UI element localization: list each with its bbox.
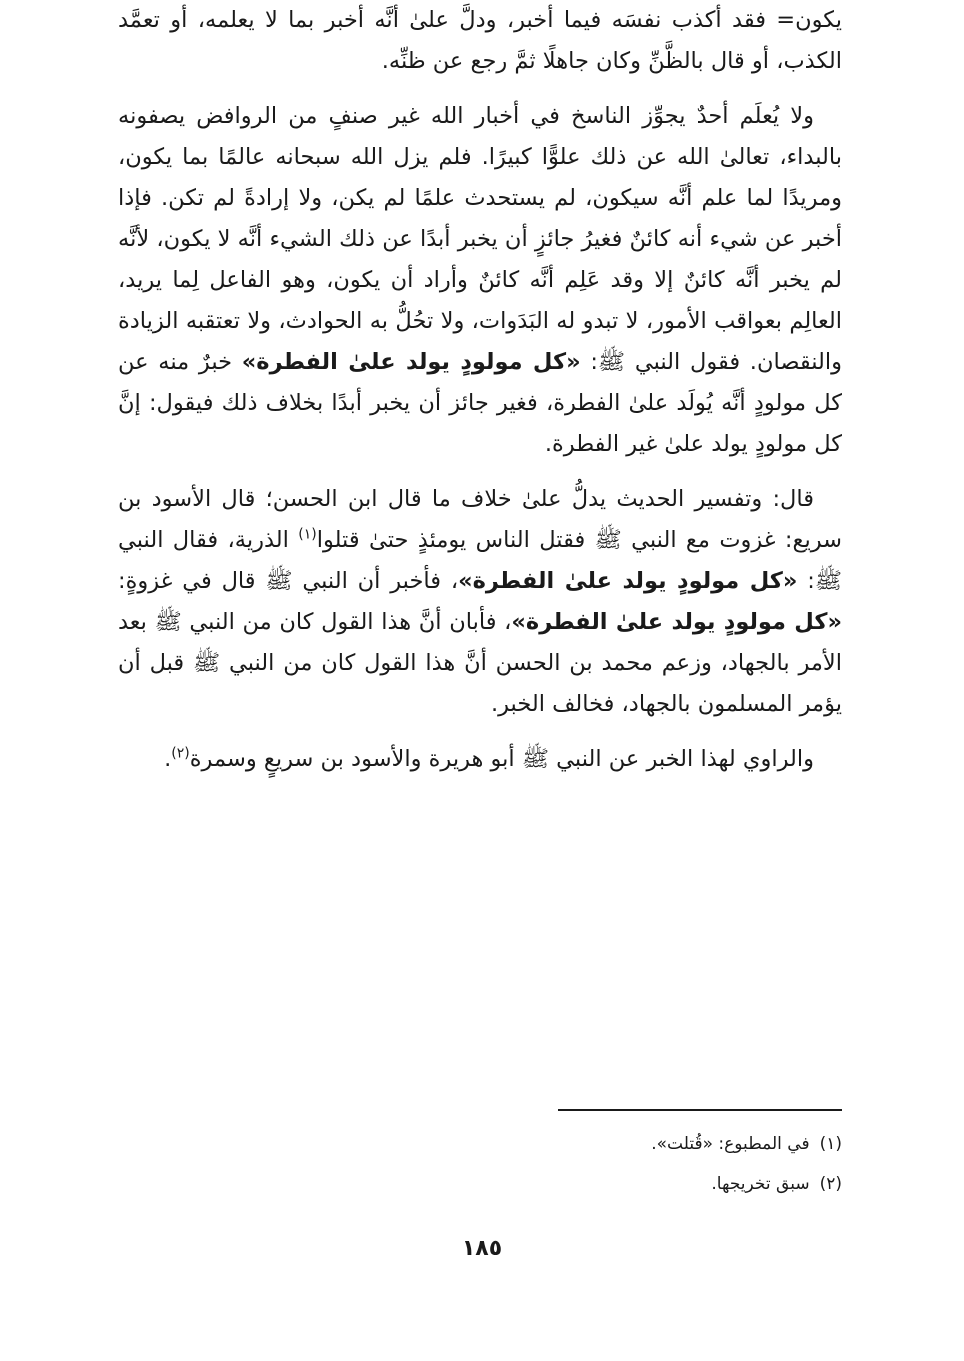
paragraph-2-run-1: ولا يُعلَم أحدٌ يجوِّز الناسخ في أخبار الله غير صنفٍ من الروافض يصفونه بالبداء، تعالىٰ الله عن ذلك علوًّا كبيرًا. فلم يزل الله سبحانه عالمًا بما يكون، ومريدًا لما علم أنَّه سيكون، لم يستحدث علمًا لم يكن، ولا إرادةً لم تكن. فإذا أخبر عن شيء أنه كائنٌ فغيرُ جائزٍ أن يخبر أبدًا عن ذلك الشيء أنَّه لا يكون، لأنَّه لم يخبر أنَّه كائنٌ إلا وقد عَلِم أنَّه كائنٌ وأراد أن يكون، وهو الفاعل لِما يريد، العالِم بعواقب الأمور، لا تبدو له البَدَوات، ولا تحُلُّ به الحوادث، ولا تعتقبه الزيادة والنقصان. فقول النبي ﷺ: (118, 103, 842, 375)
footnote-2-number: (٢) (819, 1174, 842, 1194)
paragraph-1 (118, 0, 842, 82)
paragraph-2 (118, 96, 842, 465)
paragraph-4 (118, 739, 842, 780)
footnote-ref-2: (٢) (171, 745, 190, 762)
footnote-1 (118, 1124, 842, 1164)
footnotes (118, 1124, 842, 1204)
paragraph-2-run-3: خبرٌ منه عن كل مولودٍ أنَّه يُولَد علىٰ الفطرة، فغير جائز أن يخبر أبدًا بخلاف ذلك فيقول: إنَّ كل مولودٍ يولد علىٰ غير الفطرة. (118, 349, 842, 457)
paragraph-3 (118, 479, 842, 725)
paragraph-4-run-1: والراوي لهذا الخبر عن النبي ﷺ أبو هريرة والأسود بن سريعٍ وسمرة (189, 746, 814, 772)
footnote-ref-1: (١) (298, 526, 317, 543)
footnote-1-text: في المطبوع: «قُتلت». (651, 1134, 810, 1154)
page-number: ١٨٥ (461, 1236, 503, 1261)
paragraph-4-run-3: . (164, 746, 172, 772)
paragraph-3-run-5: ، فأخبر أن النبي ﷺ قال في غزوةٍ: (118, 568, 459, 594)
footnote-2 (118, 1164, 842, 1204)
hadith-quote: «كل مولودٍ يولد علىٰ الفطرة» (458, 568, 798, 594)
main-text (118, 0, 842, 780)
paragraph-3-run-3: الذرية، فقال النبي ﷺ: (118, 527, 842, 594)
footnote-separator (558, 1109, 842, 1111)
hadith-quote: «كل مولودٍ يولد علىٰ الفطرة» (241, 349, 581, 375)
footnote-2-text: سبق تخريجها. (711, 1174, 810, 1194)
paragraph-3-run-1: قال: وتفسير الحديث يدلُّ علىٰ خلاف ما قال ابن الحسن؛ قال الأسود بن سريع: غزوت مع النبي ﷺ فقتل الناس يومئذٍ حتىٰ قتلوا (118, 486, 842, 553)
footnote-1-number: (١) (819, 1134, 842, 1154)
paragraph-3-run-7: ، فأبان أنَّ هذا القول كان من النبي ﷺ بعد الأمر بالجهاد، وزعم محمد بن الحسن أنَّ هذا القول كان من النبي ﷺ قبل أن يؤمر المسلمون بالجهاد، فخالف الخبر. (118, 609, 842, 717)
hadith-quote: «كل مولودٍ يولد علىٰ الفطرة» (511, 609, 842, 635)
paragraph-1-run-1: يكون= فقد أكذب نفسَه فيما أخبر، ودلَّ علىٰ أنَّه أخبر بما لا يعلمه، أو تعمَّد الكذب، أو قال بالظَّنِّ وكان جاهلًا ثمَّ رجع عن ظنِّه. (118, 7, 842, 74)
